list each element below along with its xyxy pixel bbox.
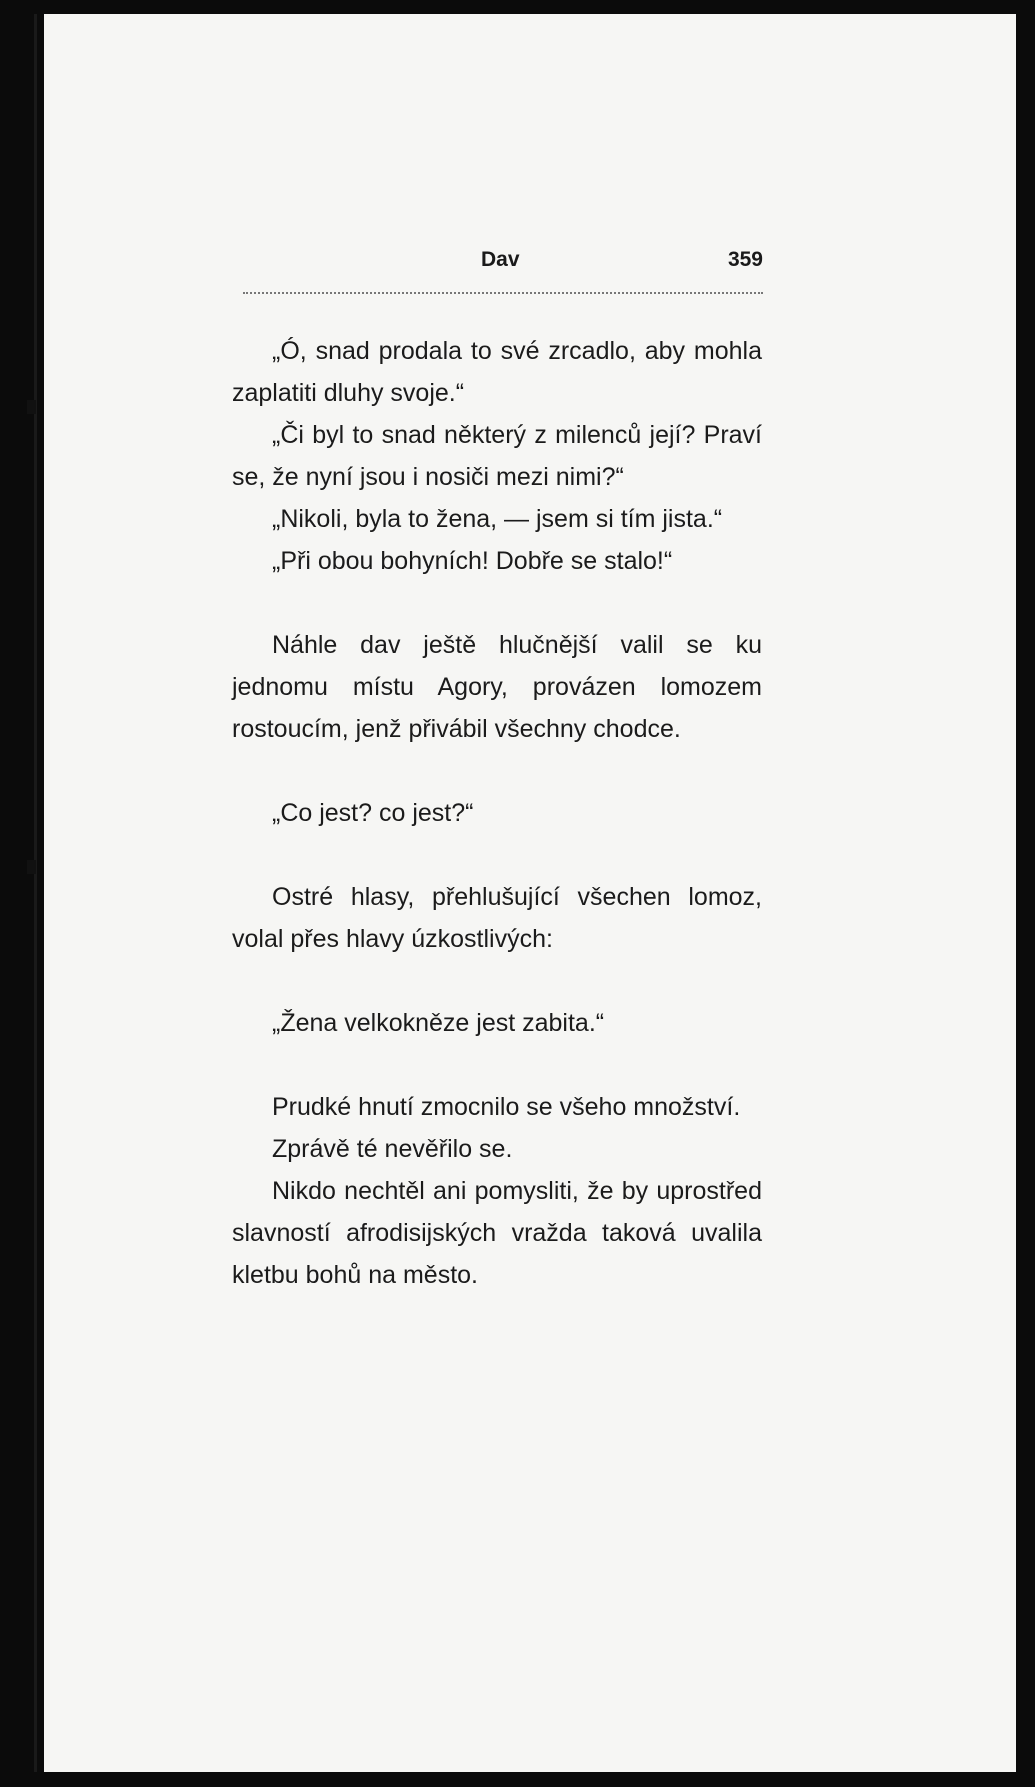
paragraph: Nikdo nechtěl ani pomysliti, že by uprostřed slavností afrodisijských vražda taková uvalila kletbu bohů na město. <box>232 1177 762 1289</box>
paragraph: Ostré hlasy, přehlušující všechen lomoz, volal přes hlavy úzkostlivých: <box>232 883 762 953</box>
paragraph: Prudké hnutí zmocnilo se všeho množství. <box>272 1093 741 1121</box>
header-rule <box>243 292 763 294</box>
paragraph: „Či byl to snad některý z milenců její? Praví se, že nyní jsou i nosiči mezi nimi?“ <box>232 421 762 491</box>
paragraph: Náhle dav ještě hlučnější valil se ku jednomu místu Agory, provázen lomozem rostoucím, jenž přivábil všechny chodce. <box>232 631 762 743</box>
paragraph: „Ó, snad prodala to své zrcadlo, aby mohla zaplatiti dluhy svoje.“ <box>232 337 762 407</box>
binding-mark <box>27 400 36 414</box>
paragraph: Zprávě té nevěřilo se. <box>272 1135 513 1163</box>
paragraph: „Při obou bohyních! Dobře se stalo!“ <box>272 547 673 575</box>
binding-mark <box>27 860 36 874</box>
page-number: 359 <box>727 248 763 271</box>
binding-edge <box>34 14 37 1772</box>
paragraph: „Žena velkokněze jest zabita.“ <box>272 1009 605 1037</box>
body-text <box>232 330 762 1296</box>
paragraph: „Co jest? co jest?“ <box>272 799 474 827</box>
paragraph: „Nikoli, byla to žena, — jsem si tím jista.“ <box>272 505 723 533</box>
running-title: Dav <box>481 248 520 271</box>
page-header <box>243 244 763 278</box>
